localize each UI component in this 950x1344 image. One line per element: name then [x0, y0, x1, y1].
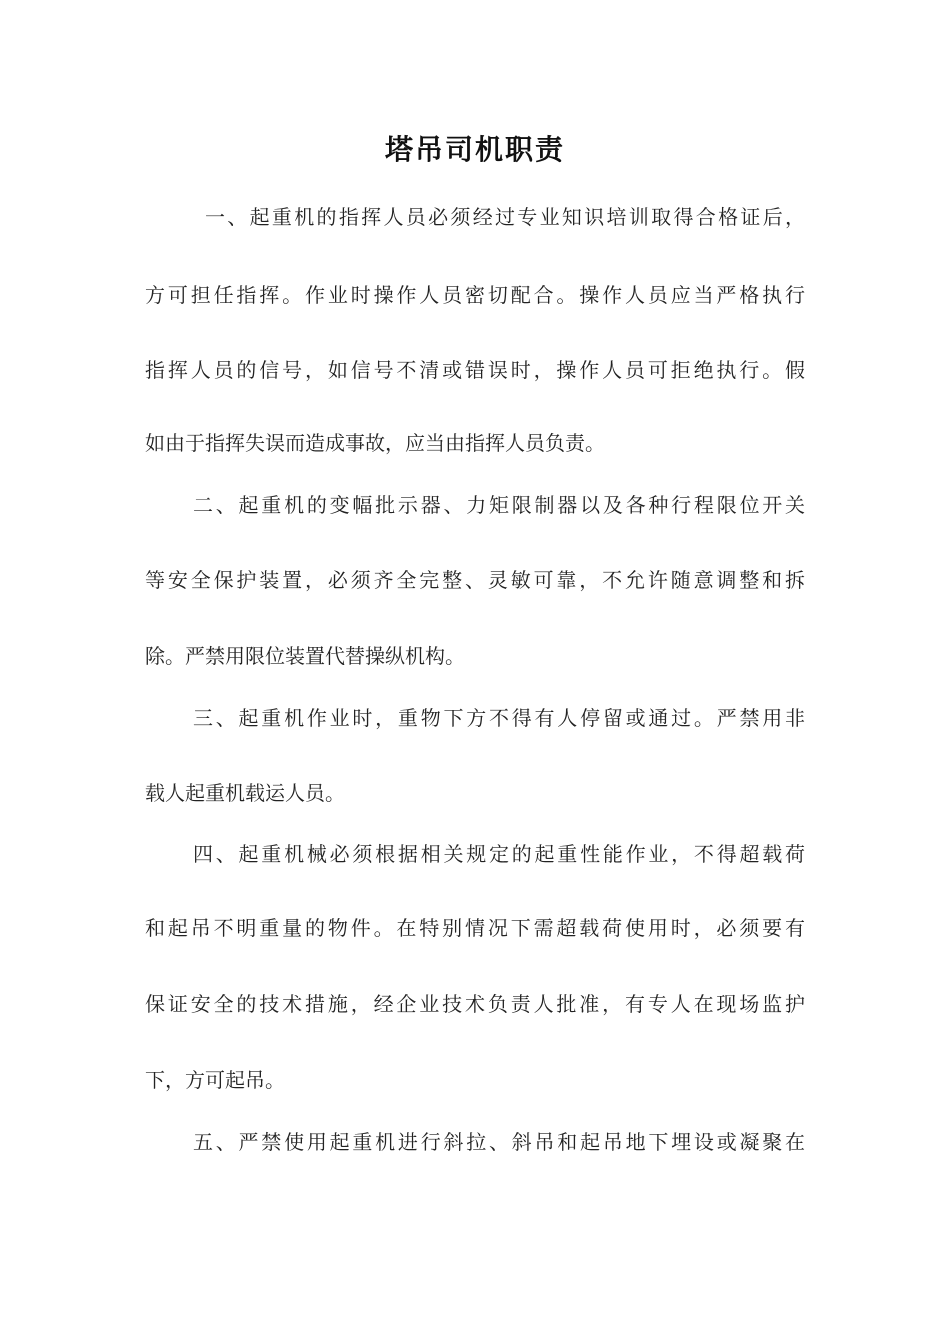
paragraph-2-line-1: 二、起重机的变幅批示器、力矩限制器以及各种行程限位开关	[193, 493, 805, 517]
paragraph-4-line-4: 下，方可起吊。	[145, 1068, 285, 1092]
paragraph-2-line-3: 除。严禁用限位装置代替操纵机构。	[145, 644, 465, 668]
paragraph-1-line-1: 一、起重机的指挥人员必须经过专业知识培训取得合格证后，	[205, 205, 805, 229]
paragraph-4-line-1: 四、起重机械必须根据相关规定的起重性能作业，不得超载荷	[193, 842, 805, 866]
paragraph-3-line-2: 载人起重机载运人员。	[145, 781, 345, 805]
paragraph-4-line-2: 和起吊不明重量的物件。在特别情况下需超载荷使用时，必须要有	[145, 916, 805, 940]
paragraph-1-line-4: 如由于指挥失误而造成事故，应当由指挥人员负责。	[145, 431, 605, 455]
paragraph-1-line-2: 方可担任指挥。作业时操作人员密切配合。操作人员应当严格执行	[145, 283, 805, 307]
paragraph-3-line-1: 三、起重机作业时，重物下方不得有人停留或通过。严禁用非	[193, 706, 805, 730]
paragraph-1-line-3: 指挥人员的信号，如信号不清或错误时，操作人员可拒绝执行。假	[145, 358, 805, 382]
paragraph-4-line-3: 保证安全的技术措施，经企业技术负责人批准，有专人在现场监护	[145, 992, 805, 1016]
document-title: 塔吊司机职责	[384, 133, 565, 166]
paragraph-2-line-2: 等安全保护装置，必须齐全完整、灵敏可靠，不允许随意调整和拆	[145, 568, 805, 592]
paragraph-5-line-1: 五、严禁使用起重机进行斜拉、斜吊和起吊地下埋设或凝聚在	[193, 1130, 805, 1154]
